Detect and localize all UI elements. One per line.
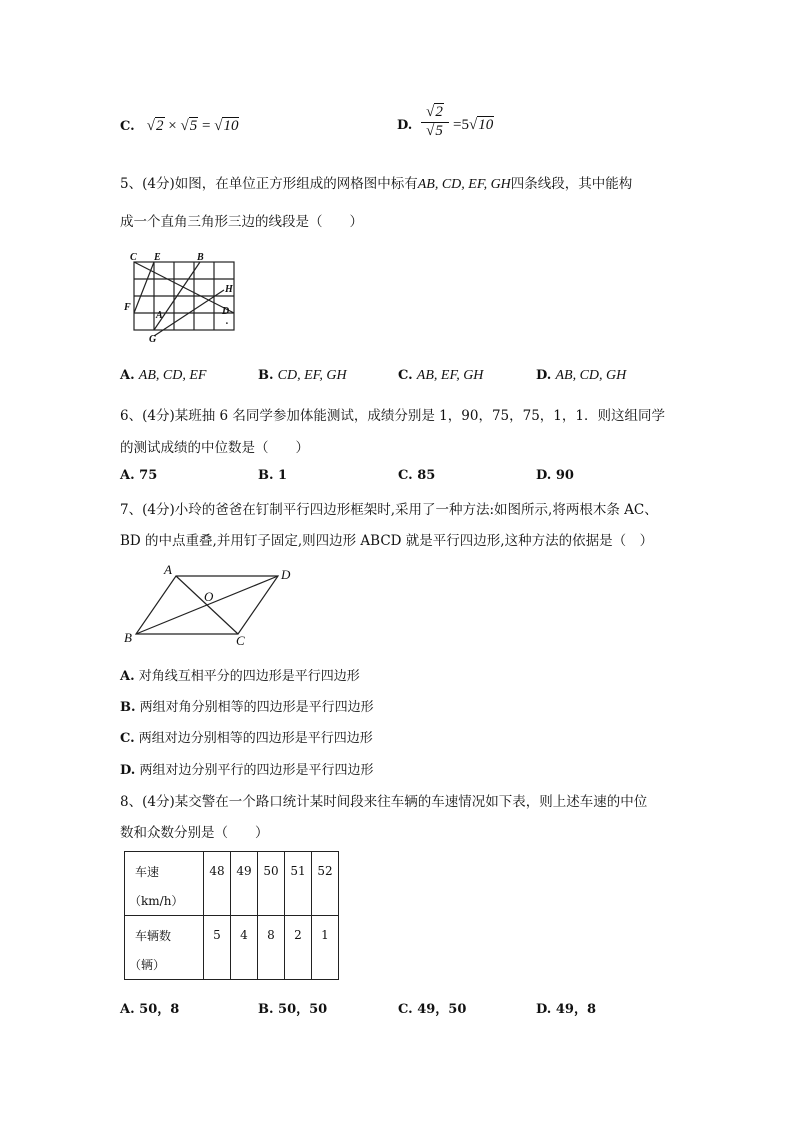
option-label: D. xyxy=(120,763,136,778)
option-label: B. xyxy=(258,368,274,383)
option-text: CD, EF, GH xyxy=(277,368,347,383)
table-cell xyxy=(285,916,312,980)
option-text: 对角线互相平分的四边形是平行四边形 xyxy=(138,669,360,684)
q8-stem-line1: 8、(4分)某交警在一个路口统计某时间段来往车辆的车速情况如下表，则上述车速的中位 xyxy=(120,794,648,810)
radicand: 2 xyxy=(156,118,164,134)
cell-value: 5 xyxy=(213,928,221,942)
header-unit: （辆） xyxy=(129,958,166,972)
label-a: A xyxy=(156,310,163,321)
q7-option-d xyxy=(120,759,374,778)
cell-value: 48 xyxy=(209,864,225,878)
q4-option-c xyxy=(120,118,239,135)
option-text: 50，8 xyxy=(139,1002,180,1017)
cell-value: 51 xyxy=(290,864,306,878)
q6-option-a xyxy=(120,468,157,483)
q8-option-b xyxy=(258,998,327,1017)
label-b: B xyxy=(124,630,132,645)
option-text: AB, CD, GH xyxy=(555,368,627,383)
q7-stem-line1: 7、(4分)小玲的爸爸在钉制平行四边形框架时,采用了一种方法:如图所示,将两根木条 AC、 xyxy=(120,502,658,518)
table-header-cell xyxy=(125,916,204,980)
q6-option-c xyxy=(398,468,435,483)
q6-option-d xyxy=(536,468,574,483)
label-a: A xyxy=(164,562,172,577)
table-cell xyxy=(204,916,231,980)
q7-parallelogram-figure xyxy=(118,562,298,648)
cell-value: 1 xyxy=(321,928,329,942)
equals-sign: = xyxy=(201,118,211,134)
q7-stem-line2: BD 的中点重叠,并用钉子固定,则四边形 ABCD 就是平行四边形,这种方法的依据是（ ） xyxy=(120,533,654,549)
table-row xyxy=(125,916,339,980)
label-c: C xyxy=(236,633,245,648)
q7-option-b xyxy=(120,696,374,715)
option-text: 49，50 xyxy=(417,1002,467,1017)
option-label: A. xyxy=(120,1002,135,1017)
option-label: C. xyxy=(120,731,135,746)
q7-option-c xyxy=(120,727,373,746)
segment-cd xyxy=(134,262,234,313)
q6-stem-line1: 6、(4分)某班抽 6 名同学参加体能测试，成绩分别是 1，90，75，75，1，1．则这组同学 xyxy=(120,408,665,424)
q8-stem-line2: 数和众数分别是（ ） xyxy=(120,825,269,841)
q7-option-a xyxy=(120,665,360,684)
radicand: 5 xyxy=(189,118,198,134)
table-cell xyxy=(312,916,339,980)
option-label: A. xyxy=(120,669,135,684)
d-result: =5√10 xyxy=(453,117,494,133)
option-text: 49，8 xyxy=(555,1002,597,1017)
q5-stem-line2: 成一个直角三角形三边的线段是（ ） xyxy=(120,214,363,230)
q6-option-b xyxy=(258,468,287,483)
label-b: B xyxy=(197,252,204,263)
option-label: C. xyxy=(120,119,135,134)
q5-grid-figure xyxy=(118,248,248,344)
label-f: F xyxy=(124,302,131,313)
option-label: B. xyxy=(120,700,136,715)
speed-table xyxy=(124,851,339,980)
table-cell xyxy=(231,852,258,916)
radicand: 10 xyxy=(223,118,239,134)
cell-value: 52 xyxy=(317,864,333,878)
q8-option-c xyxy=(398,998,466,1017)
option-label: A. xyxy=(120,368,135,383)
option-label: D. xyxy=(536,468,552,483)
cell-value: 4 xyxy=(240,928,248,942)
option-label: D. xyxy=(397,118,413,133)
times-sign: × xyxy=(168,118,177,134)
table-cell xyxy=(312,852,339,916)
segment-ef xyxy=(134,262,154,313)
option-text: 85 xyxy=(417,468,436,483)
option-text: 两组对角分别相等的四边形是平行四边形 xyxy=(139,700,374,715)
cell-value: 50 xyxy=(263,864,279,878)
fraction: √2 √5 xyxy=(421,104,449,140)
q5-stem-suffix: 四条线段，其中能构 xyxy=(510,176,633,192)
q6-stem-line2: 的测试成绩的中位数是（ ） xyxy=(120,440,309,456)
header-text: 车速 xyxy=(135,865,160,879)
label-d: D xyxy=(222,306,230,317)
option-label: A. xyxy=(120,468,135,483)
q5-stem-segments: AB, CD, EF, GH xyxy=(417,177,511,192)
q5-option-d xyxy=(536,368,626,384)
option-text: 50，50 xyxy=(278,1002,328,1017)
label-e: E xyxy=(154,252,161,263)
q5-stem-line1 xyxy=(120,172,632,193)
option-label: C. xyxy=(398,1002,413,1017)
label-dot: . xyxy=(226,316,229,327)
sqrt-expression-c: √2 × √5 = √10 xyxy=(146,118,239,134)
label-g: G xyxy=(149,334,157,344)
option-text: 两组对边分别平行的四边形是平行四边形 xyxy=(139,763,374,778)
option-label: C. xyxy=(398,468,413,483)
cell-value: 2 xyxy=(294,928,302,942)
q5-stem-prefix: 5、(4分)如图，在单位正方形组成的网格图中标有 xyxy=(120,176,418,192)
header-text: 车辆数 xyxy=(135,929,172,943)
option-label: D. xyxy=(536,368,552,383)
label-d: D xyxy=(281,567,291,582)
option-label: C. xyxy=(398,368,413,383)
table-cell xyxy=(204,852,231,916)
table-cell xyxy=(258,852,285,916)
radicand: 10 xyxy=(478,117,494,133)
label-h: H xyxy=(225,284,233,295)
option-text: AB, EF, GH xyxy=(416,368,484,383)
header-unit: （km/h） xyxy=(129,894,184,908)
option-text: 1 xyxy=(278,468,288,483)
option-text: AB, CD, EF xyxy=(138,368,207,383)
q5-option-b xyxy=(258,368,347,384)
label-c: C xyxy=(130,252,137,263)
option-label: D. xyxy=(536,1002,552,1017)
cell-value: 8 xyxy=(267,928,275,942)
q5-option-a xyxy=(120,368,206,384)
q8-option-d xyxy=(536,998,596,1017)
numerator: 2 xyxy=(435,104,443,120)
option-text: 75 xyxy=(139,468,158,483)
option-label: B. xyxy=(258,1002,274,1017)
denominator: 5 xyxy=(435,123,443,139)
table-cell xyxy=(231,916,258,980)
table-cell xyxy=(285,852,312,916)
option-label: B. xyxy=(258,468,274,483)
table-row xyxy=(125,852,339,916)
option-text: 90 xyxy=(555,468,574,483)
label-o: O xyxy=(204,589,214,604)
table-header-cell xyxy=(125,852,204,916)
table-cell xyxy=(258,916,285,980)
q8-option-a xyxy=(120,998,179,1017)
equals-five: =5 xyxy=(453,117,469,133)
cell-value: 49 xyxy=(236,864,252,878)
q5-option-c xyxy=(398,368,483,384)
diagonal-bd xyxy=(136,576,278,634)
option-text: 两组对边分别相等的四边形是平行四边形 xyxy=(138,731,373,746)
